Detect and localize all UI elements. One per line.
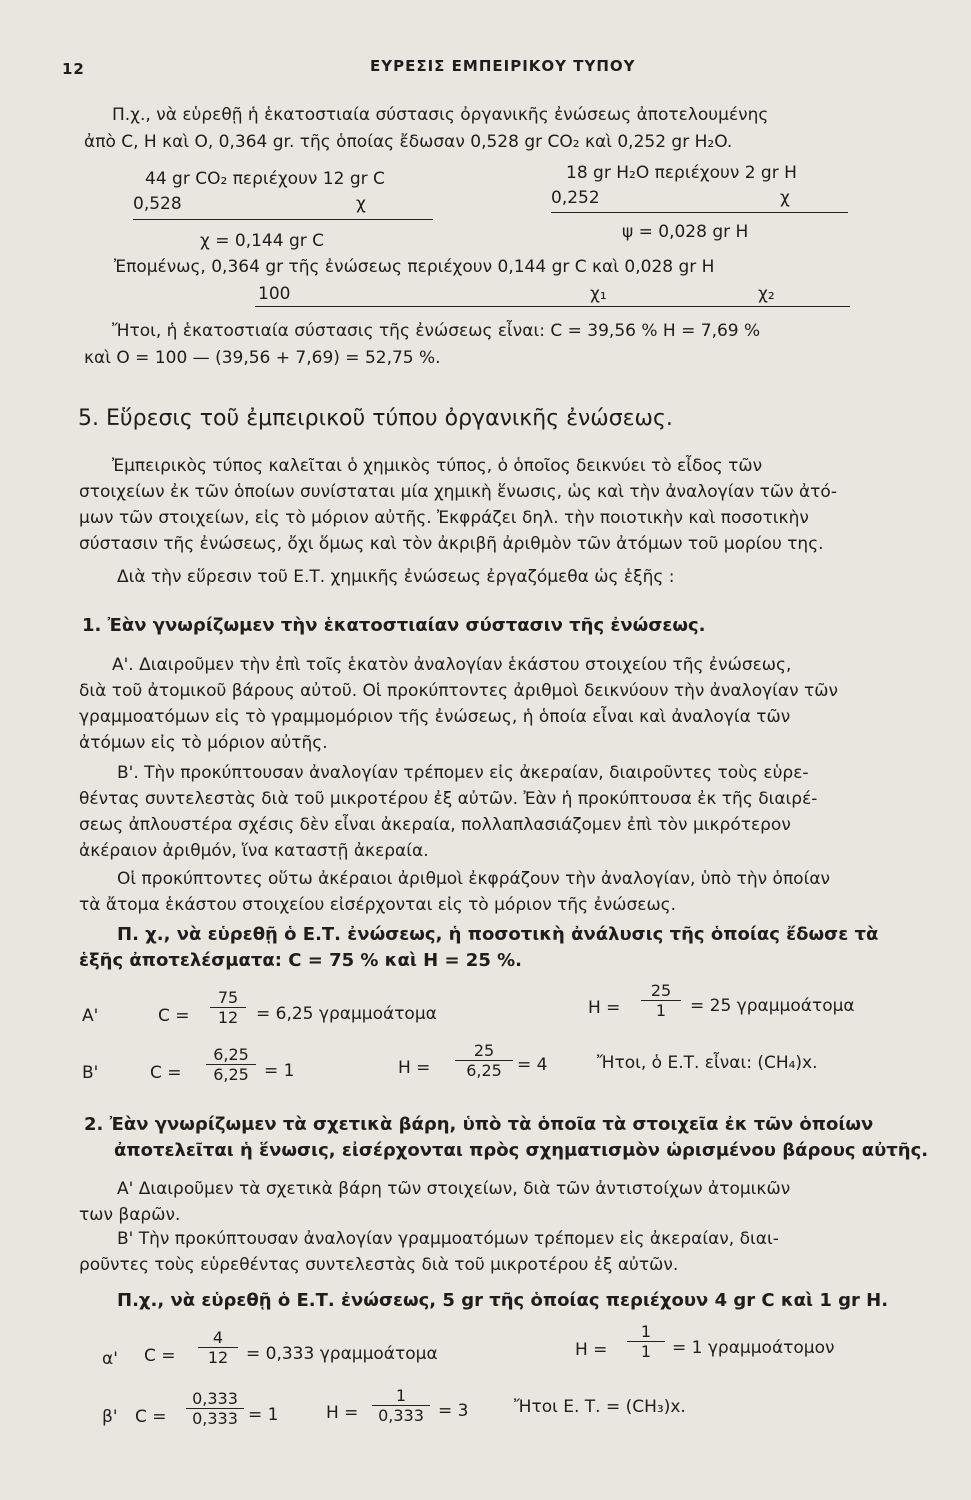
- fraction: [627, 1322, 665, 1361]
- numerator: 0,333: [186, 1389, 244, 1409]
- section-title: 5. Εὕρεσις τοῦ ἐμπειρικοῦ τύπου ὀργανικῆς ἐνώσεως.: [78, 406, 673, 431]
- case1-line: Α'. Διαιροῦμεν τὴν ἐπὶ τοῖς ἑκατὸν ἀναλογίαν ἑκάστου στοιχείου τῆς ἐνώσεως,: [112, 655, 792, 675]
- co2-rule: [133, 219, 433, 220]
- paragraph-line: Διὰ τὴν εὕρεσιν τοῦ Ε.Τ. χημικῆς ἐνώσεως ἐργαζόμεθα ὡς ἑξῆς :: [117, 567, 675, 587]
- case2-step-a-label: α': [102, 1349, 118, 1369]
- paragraph-line: Ἐμπειρικὸς τύπος καλεῖται ὁ χημικὸς τύπος, ὁ ὁποῖος δεικνύει τὸ εἶδος τῶν: [112, 456, 763, 476]
- formula-lhs: C =: [135, 1407, 167, 1427]
- paragraph-line: σύστασιν τῆς ἐνώσεως, ὄχι ὅμως καὶ τὸν ἀκριβῆ ἀριθμὸν τῶν ἀτόμων τοῦ μορίου της.: [79, 534, 824, 554]
- formula-result: = 25 γραμμοάτομα: [690, 996, 855, 1016]
- h2o-row: 0,252: [551, 188, 600, 208]
- case2-line: ροῦντες τοὺς εὑρεθέντας συντελεστὰς διὰ τοῦ μικροτέρου ἐξ αὐτῶν.: [79, 1255, 679, 1275]
- case1-empirical-result: Ἤτοι, ὁ Ε.Τ. εἶναι: (CH₄)x.: [597, 1053, 818, 1073]
- numerator: 6,25: [206, 1045, 256, 1065]
- oxygen-result: καὶ O = 100 — (39,56 + 7,69) = 52,75 %.: [84, 348, 441, 368]
- numerator: 1: [372, 1386, 430, 1406]
- case1-step-a-label: Α': [82, 1006, 99, 1026]
- fraction: [641, 981, 681, 1020]
- case1-line: σεως ἀπλουστέρα σχέσις δὲν εἶναι ἀκεραία, πολλαπλασιάζομεν ἐπὶ τὸν μικρότερον: [79, 815, 791, 835]
- co2-row: 0,528: [133, 194, 182, 214]
- case1-line: τὰ ἄτομα ἑκάστου στοιχείου εἰσέρχονται εἰς τὸ μόριον τῆς ἐνώσεως.: [79, 895, 677, 915]
- x2-value: χ₂: [758, 284, 775, 304]
- paragraph-line: στοιχείων ἐκ τῶν ὁποίων συνίσταται μία χημικὴ ἕνωσις, ὡς καὶ τὴν ἀναλογίαν τῶν ἀτό-: [79, 482, 837, 502]
- case1-line: θέντας συντελεστὰς διὰ τοῦ μικροτέρου ἐξ αὐτῶν. Ἐὰν ἡ προκύπτουσα ἐκ τῆς διαιρέ-: [79, 789, 818, 809]
- fraction: [210, 988, 246, 1027]
- denominator: 6,25: [466, 1061, 502, 1080]
- x1-value: χ₁: [590, 284, 607, 304]
- case2-line: των βαρῶν.: [79, 1205, 181, 1225]
- case1-line: διὰ τοῦ ἀτομικοῦ βάρους αὐτοῦ. Οἱ προκύπτοντες ἀριθμοὶ δεικνύουν τὴν ἀναλογίαν τῶν: [79, 681, 839, 701]
- formula-result: = 4: [517, 1055, 548, 1075]
- co2-unknown: χ: [356, 194, 366, 214]
- formula-result: = 1 γραμμοάτομον: [672, 1338, 835, 1358]
- fraction: [455, 1041, 513, 1080]
- numerator: 25: [641, 981, 681, 1001]
- formula-lhs: C =: [150, 1063, 182, 1083]
- percent-result: Ἤτοι, ἡ ἑκατοστιαία σύστασις τῆς ἐνώσεως εἶναι: C = 39,56 % H = 7,69 %: [112, 321, 761, 341]
- case1-line: ἀκέραιον ἀριθμόν, ἵνα καταστῇ ἀκεραία.: [79, 841, 429, 861]
- case1-line: Οἱ προκύπτοντες οὕτω ἀκέραιοι ἀριθμοὶ ἐκφράζουν τὴν ἀναλογίαν, ὑπὸ τὴν ὁποίαν: [117, 869, 831, 889]
- case1-example-line2: ἑξῆς ἀποτελέσματα: C = 75 % καὶ H = 25 %.: [79, 950, 522, 971]
- formula-lhs: H =: [326, 1403, 359, 1423]
- paragraph-line: μων τῶν στοιχείων, εἰς τὸ μόριον αὐτῆς. Ἐκφράζει δηλ. τὴν ποιοτικὴν καὶ ποσοτικὴν: [79, 508, 809, 528]
- formula-lhs: H =: [588, 998, 621, 1018]
- h2o-unknown: χ: [780, 188, 790, 208]
- case2-title-line2: ἀποτελεῖται ἡ ἕνωσις, εἰσέρχονται πρὸς σχηματισμὸν ὡρισμένου βάρους αὐτῆς.: [114, 1140, 929, 1161]
- fraction: [372, 1386, 430, 1425]
- co2-header: 44 gr CO₂ περιέχουν 12 gr C: [145, 169, 385, 189]
- case2-line: Α' Διαιροῦμεν τὰ σχετικὰ βάρη τῶν στοιχείων, διὰ τῶν ἀντιστοίχων ἀτομικῶν: [117, 1179, 791, 1199]
- case2-empirical-result: Ἤτοι Ε. Τ. = (CH₃)x.: [514, 1397, 686, 1417]
- case1-line: γραμμοατόμων εἰς τὸ γραμμομόριον τῆς ἐνώσεως, ἡ ὁποία εἶναι καὶ ἀναλογία τῶν: [79, 707, 791, 727]
- denominator: 12: [207, 1348, 229, 1367]
- case1-line: ἀτόμων εἰς τὸ μόριον αὐτῆς.: [79, 733, 328, 753]
- case2-step-b-label: β': [102, 1407, 118, 1427]
- formula-lhs: C =: [144, 1346, 176, 1366]
- numerator: 75: [210, 988, 246, 1008]
- denominator: 0,333: [378, 1406, 424, 1425]
- formula-result: = 3: [438, 1401, 469, 1421]
- fraction: [186, 1389, 244, 1428]
- denominator: 1: [655, 1001, 667, 1020]
- formula-lhs: C =: [158, 1006, 190, 1026]
- case1-title: 1. Ἐὰν γνωρίζωμεν τὴν ἑκατοστιαίαν σύστασιν τῆς ἐνώσεως.: [82, 615, 706, 636]
- formula-lhs: H =: [575, 1340, 608, 1360]
- denominator: 1: [640, 1342, 652, 1361]
- example1-line1: Π.χ., νὰ εὑρεθῇ ἡ ἑκατοστιαία σύστασις ὀργανικῆς ἐνώσεως ἀποτελουμένης: [112, 105, 769, 125]
- fraction: [198, 1328, 238, 1367]
- consequently-line: Ἐπομένως, 0,364 gr τῆς ἐνώσεως περιέχουν 0,144 gr C καὶ 0,028 gr H: [114, 257, 715, 277]
- h2o-result: ψ = 0,028 gr H: [622, 222, 749, 242]
- h2o-header: 18 gr H₂O περιέχουν 2 gr H: [566, 163, 797, 183]
- denominator: 0,333: [192, 1409, 238, 1428]
- page-number: 12: [62, 60, 85, 78]
- denominator: 6,25: [213, 1065, 249, 1084]
- case2-title-line1: 2. Ἐὰν γνωρίζωμεν τὰ σχετικὰ βάρη, ὑπὸ τὰ ὁποῖα τὰ στοιχεῖα ἐκ τῶν ὁποίων: [84, 1114, 874, 1135]
- case1-step-b-label: Β': [82, 1063, 99, 1083]
- case1-example-line1: Π. χ., νὰ εὑρεθῇ ὁ Ε.Τ. ἐνώσεως, ἡ ποσοτικὴ ἀνάλυσις τῆς ὁποίας ἔδωσε τὰ: [117, 924, 879, 945]
- denominator: 12: [217, 1008, 239, 1027]
- case2-example: Π.χ., νὰ εὑρεθῇ ὁ Ε.Τ. ἐνώσεως, 5 gr τῆς ὁποίας περιέχουν 4 gr C καὶ 1 gr H.: [117, 1290, 889, 1311]
- numerator: 1: [627, 1322, 665, 1342]
- co2-result: χ = 0,144 gr C: [200, 231, 324, 251]
- formula-lhs: H =: [398, 1058, 431, 1078]
- case2-line: Β' Τὴν προκύπτουσαν ἀναλογίαν γραμμοατόμων τρέπομεν εἰς ἀκεραίαν, διαι-: [117, 1229, 779, 1249]
- example1-line2: ἀπὸ C, H καὶ O, 0,364 gr. τῆς ὁποίας ἔδωσαν 0,528 gr CO₂ καὶ 0,252 gr H₂O.: [84, 132, 733, 152]
- numerator: 25: [455, 1041, 513, 1061]
- percent-rule: [255, 306, 850, 307]
- formula-result: = 6,25 γραμμοάτομα: [256, 1004, 437, 1024]
- formula-result: = 0,333 γραμμοάτομα: [246, 1344, 438, 1364]
- running-title: ΕΥΡΕΣΙΣ ΕΜΠΕΙΡΙΚΟΥ ΤΥΠΟΥ: [370, 57, 636, 75]
- formula-result: = 1: [248, 1405, 279, 1425]
- hundred-value: 100: [258, 284, 291, 304]
- numerator: 4: [198, 1328, 238, 1348]
- fraction: [206, 1045, 256, 1084]
- h2o-rule: [551, 212, 848, 213]
- case1-line: Β'. Τὴν προκύπτουσαν ἀναλογίαν τρέπομεν εἰς ἀκεραίαν, διαιροῦντες τοὺς εὑρε-: [117, 763, 809, 783]
- formula-result: = 1: [264, 1061, 295, 1081]
